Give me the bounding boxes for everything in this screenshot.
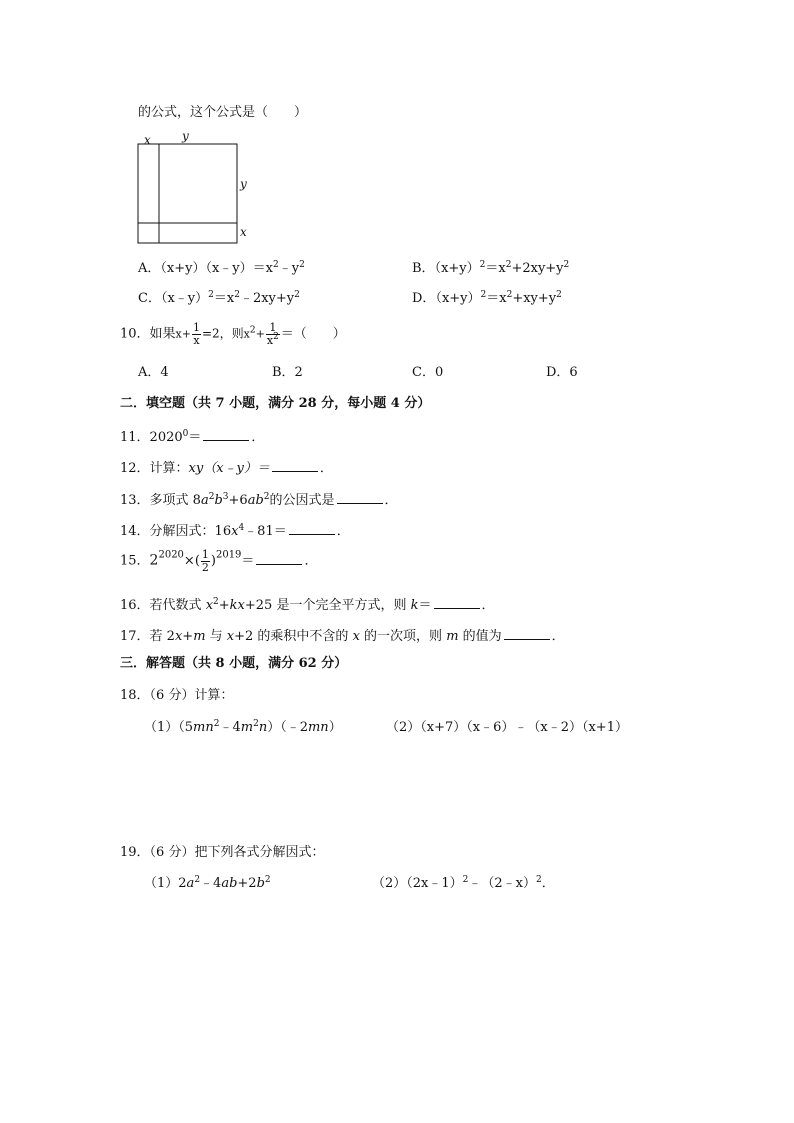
q13-answer-blank[interactable]: [337, 491, 383, 504]
q15-answer-blank[interactable]: [256, 552, 302, 565]
q11: 11．$2020^0=$ ．: [120, 429, 265, 445]
q13: 13．多项式 $8a^2b^3+6ab^2$的公因式是 ．: [120, 492, 398, 508]
q10-option-d: D．6: [546, 365, 578, 380]
q18-part-1: $(1)(5mn^2﹣4m^2n)(﹣2mn)$: [144, 719, 342, 735]
q16: 16．若代数式 $x^2+kx+25$ 是一个完全平方式，则 k＝ ．: [120, 597, 495, 613]
fig-label-x-right: x: [240, 225, 247, 239]
q10-fraction-1: $\frac{1}{x}$: [192, 321, 200, 347]
q10-option-b: B．2: [272, 365, 303, 380]
q18-part-2: （2）（x+7）（x﹣6）﹣（x﹣2）（x+1）: [386, 720, 628, 735]
q9-stem-tail: 的公式，这个公式是（ ）: [138, 105, 308, 120]
q15-fraction: $\frac{1}{2}$: [201, 548, 209, 574]
q18-title: 18．（6 分）计算：: [120, 688, 234, 703]
q9-option-a: A．$(x+y)(x﹣y)=x^2﹣y^2$: [138, 260, 305, 276]
q14: 14．分解因式：$16x^4﹣81=$ ．: [120, 523, 350, 539]
q10-stem: 10．如果x+ $\frac{1}{x}$ =2，则$x^2+$ $\frac{1}{x^2}$ ＝（ ）: [120, 321, 346, 347]
fig-label-y-right: y: [240, 177, 247, 191]
q17-answer-blank[interactable]: [504, 627, 550, 640]
q10-fraction-2: $\frac{1}{x^2}$: [266, 321, 279, 347]
q9-option-c: C．$(x﹣y)^2=x^2﹣2xy+y^2$: [138, 290, 300, 306]
q17: 17．若 2x+m 与 x+2 的乘积中不含的 x 的一次项，则 m 的值为 ．: [120, 629, 565, 644]
q10-option-a: A．4: [138, 365, 169, 380]
outer-square: [138, 144, 237, 243]
q10-option-c: C．0: [412, 365, 444, 380]
q11-answer-blank[interactable]: [203, 428, 249, 441]
q9-option-d: D．$(x+y)^2=x^2+xy+y^2$: [412, 290, 562, 306]
q16-answer-blank[interactable]: [434, 596, 480, 609]
fig-label-y-top: y: [182, 129, 189, 143]
q19-part-2: （2）（2x﹣1）$^2$﹣（2﹣x）$^2$．: [372, 875, 555, 891]
q15: 15．$2^{2020}\times$( $\frac{1}{2}$ )$^{2019}$＝ ．: [120, 548, 318, 574]
q14-answer-blank[interactable]: [289, 522, 335, 535]
q9-option-b: B．$(x+y)^2=x^2+2xy+y^2$: [412, 260, 570, 276]
section-3-heading: 三．解答题（共 8 小题，满分 62 分）: [120, 656, 348, 671]
section-2-heading: 二．填空题（共 7 小题，满分 28 分，每小题 4 分）: [120, 396, 431, 411]
q19-title: 19．（6 分）把下列各式分解因式：: [120, 845, 325, 860]
q12: 12．计算：xy（x﹣y）＝ ．: [120, 461, 333, 476]
fig-label-x-top: x: [144, 133, 151, 147]
q12-answer-blank[interactable]: [272, 459, 318, 472]
q19-part-1: $(1)2a^2﹣4ab+2b^2$: [144, 875, 271, 891]
